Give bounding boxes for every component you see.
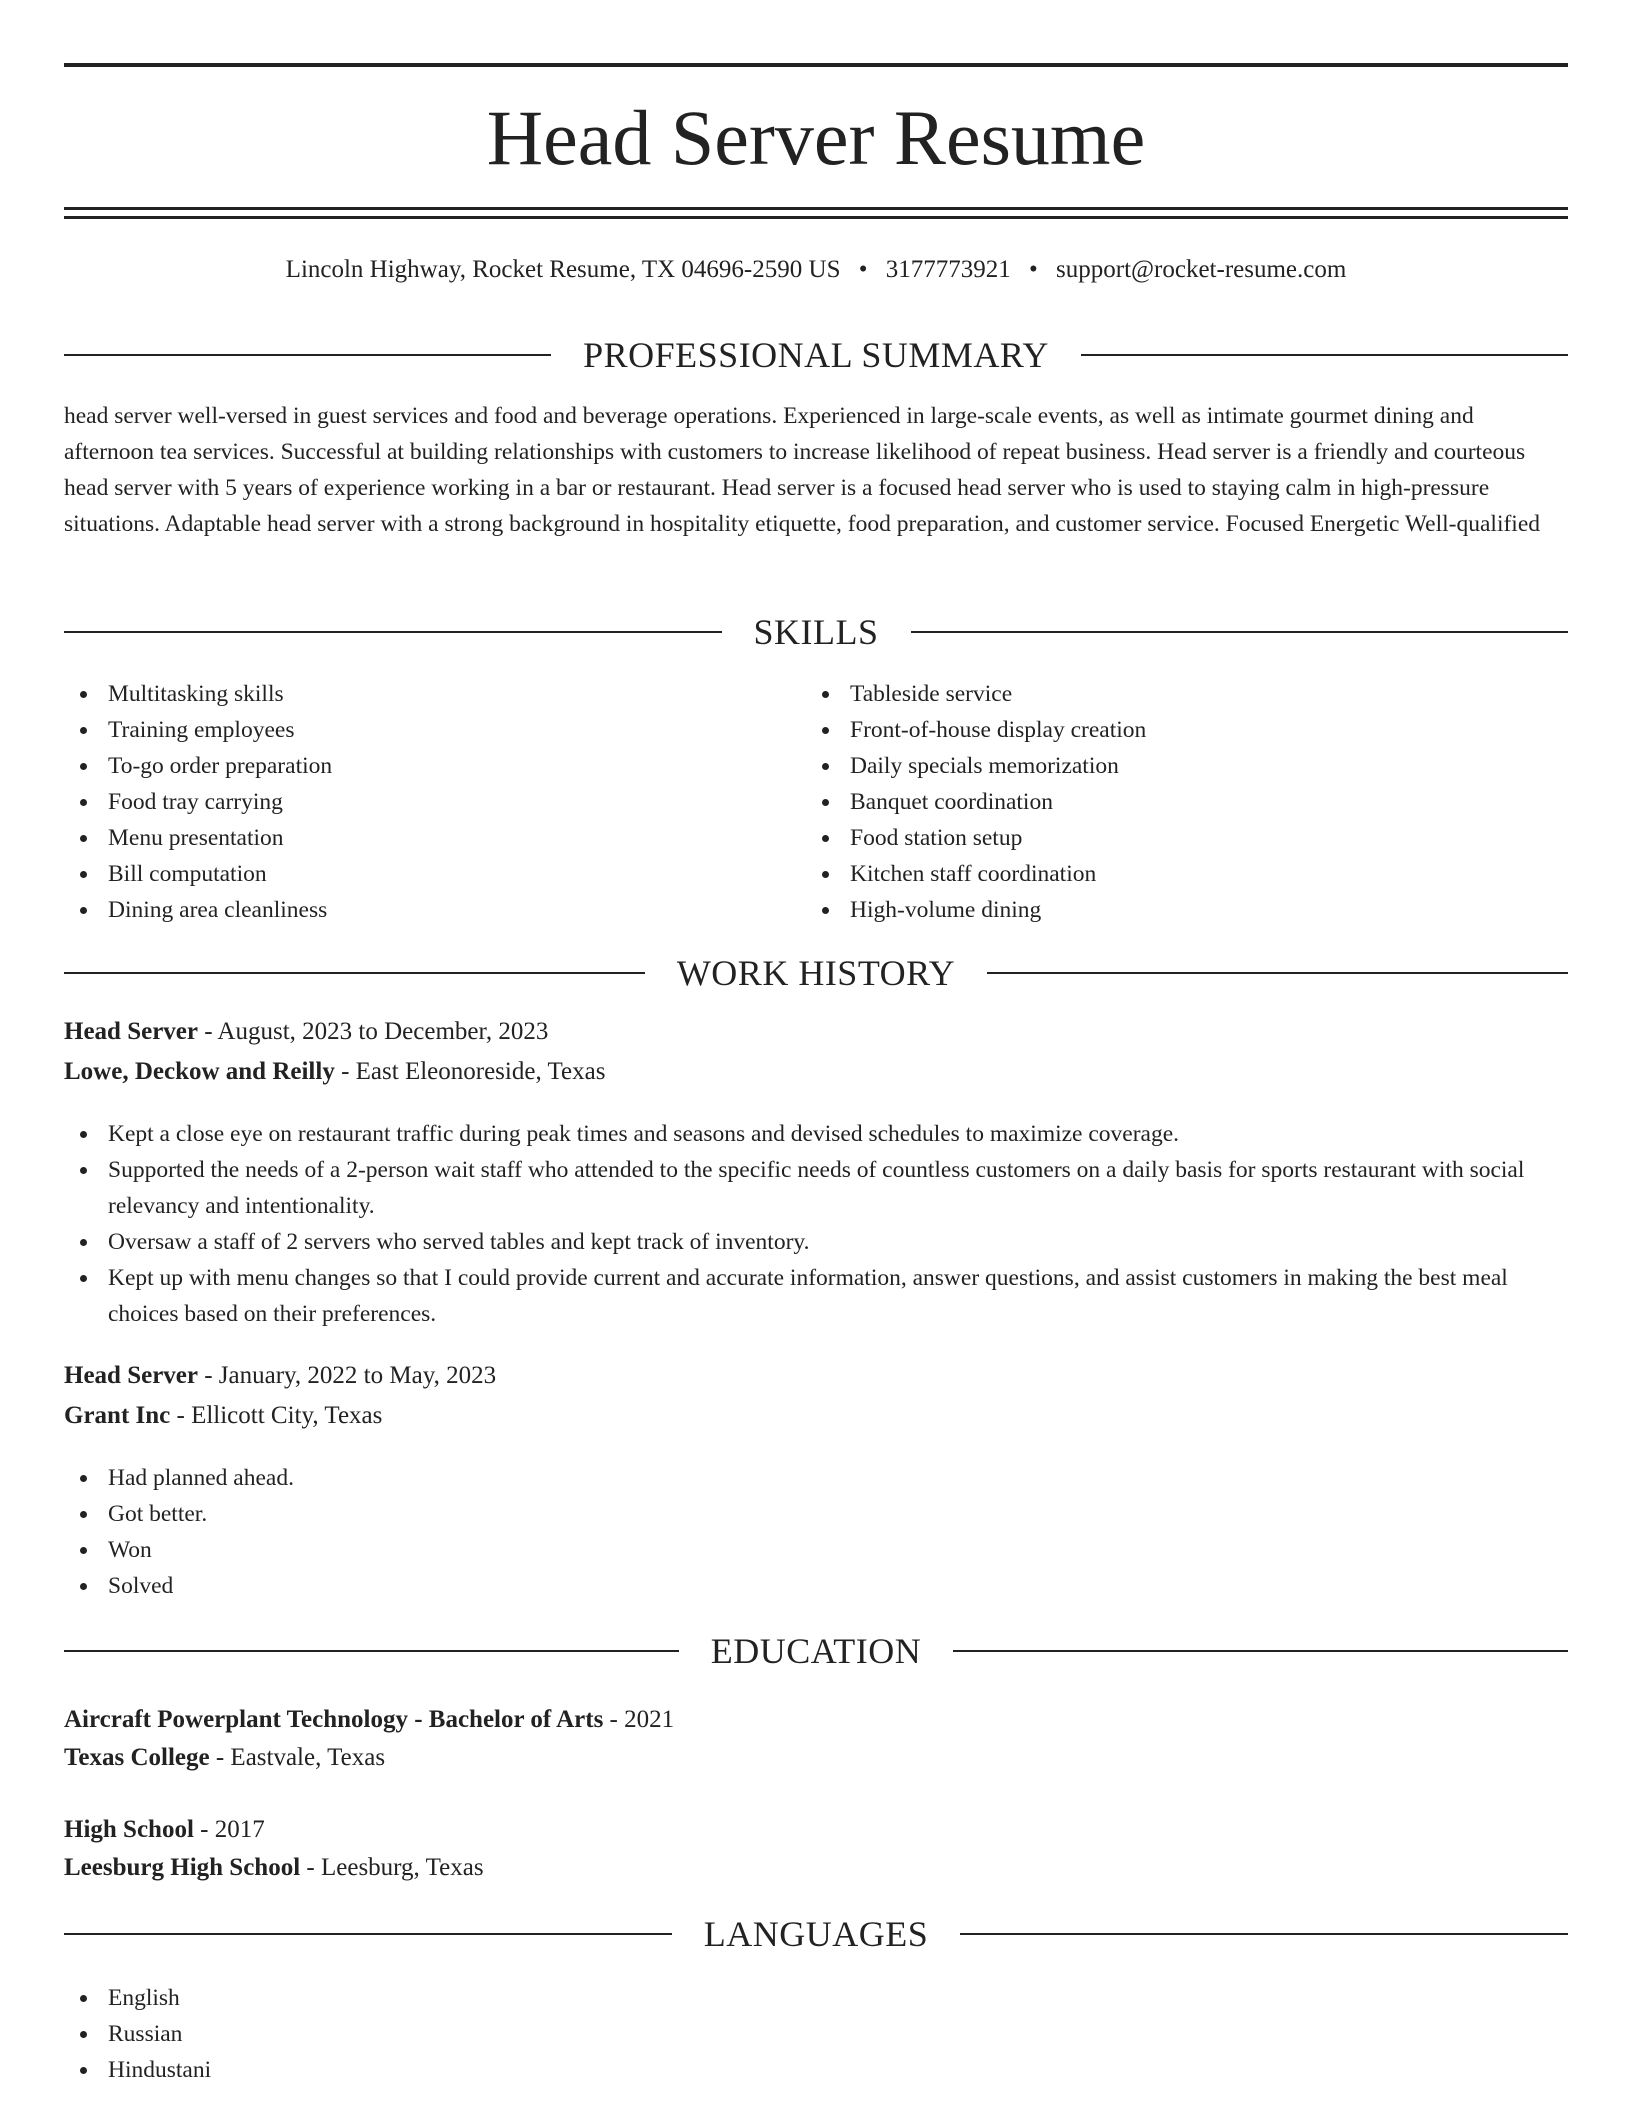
skill-item: Food station setup xyxy=(806,820,1566,856)
title-rule-lower xyxy=(64,216,1568,219)
heading-rule xyxy=(64,1933,672,1935)
education-school: Leesburg High School xyxy=(64,1854,301,1881)
heading-rule xyxy=(64,354,551,356)
skills-heading: SKILLS xyxy=(753,612,879,652)
job-company-line xyxy=(64,1052,1568,1092)
education-degree-line xyxy=(64,1811,1568,1849)
skill-item: Tableside service xyxy=(806,676,1566,712)
heading-rule xyxy=(987,972,1568,974)
heading-rule xyxy=(64,631,722,633)
job-dates: - January, 2022 to May, 2023 xyxy=(197,1362,497,1389)
languages-list xyxy=(64,1980,664,2088)
job-title-line xyxy=(64,1356,1568,1396)
top-rule xyxy=(64,63,1568,67)
skill-item: Kitchen staff coordination xyxy=(806,856,1566,892)
job-bullet: Solved xyxy=(64,1568,1568,1604)
job-title-line xyxy=(64,1012,1568,1052)
languages-heading: LANGUAGES xyxy=(703,1914,929,1954)
job-bullets xyxy=(64,1460,1568,1604)
skill-item: Menu presentation xyxy=(64,820,784,856)
skill-item: Food tray carrying xyxy=(64,784,784,820)
job-bullet: Kept a close eye on restaurant traffic during peak times and seasons and devised schedules to maximize coverage. xyxy=(64,1116,1568,1152)
skill-item: High-volume dining xyxy=(806,892,1566,928)
education-heading: EDUCATION xyxy=(710,1631,922,1671)
job-bullets xyxy=(64,1116,1568,1332)
work-heading: WORK HISTORY xyxy=(676,953,956,993)
heading-rule xyxy=(64,972,645,974)
skill-item: Bill computation xyxy=(64,856,784,892)
skills-list-right xyxy=(806,676,1566,928)
skill-item: Banquet coordination xyxy=(806,784,1566,820)
education-location: - Eastvale, Texas xyxy=(209,1744,386,1771)
page-title: Head Server Resume xyxy=(486,94,1146,181)
skill-item: Multitasking skills xyxy=(64,676,784,712)
education-school: Texas College xyxy=(64,1744,210,1771)
heading-rule xyxy=(64,1650,679,1652)
education-year: - 2017 xyxy=(193,1816,265,1843)
education-section-heading xyxy=(64,1626,1568,1676)
job-title: Head Server xyxy=(64,1018,198,1045)
skills-section-heading xyxy=(64,607,1568,657)
job-bullet: Supported the needs of a 2-person wait staff who attended to the specific needs of countless customers on a daily basis for sports restaurant with social relevancy and intentionality. xyxy=(64,1152,1568,1224)
contact-email: support@rocket-resume.com xyxy=(1056,256,1347,283)
contact-phone: 3177773921 xyxy=(885,256,1011,283)
summary-section-heading xyxy=(64,330,1568,380)
job-dates: - August, 2023 to December, 2023 xyxy=(197,1018,549,1045)
job-bullet: Had planned ahead. xyxy=(64,1460,1568,1496)
contact-separator: • xyxy=(1029,256,1038,283)
skill-item: Dining area cleanliness xyxy=(64,892,784,928)
languages-section-heading xyxy=(64,1909,1568,1959)
skill-item: To-go order preparation xyxy=(64,748,784,784)
job-location: - Ellicott City, Texas xyxy=(170,1402,383,1429)
job-company: Grant Inc xyxy=(64,1402,171,1429)
education-degree: High School xyxy=(64,1816,194,1843)
contact-separator: • xyxy=(858,256,868,283)
contact-address: Lincoln Highway, Rocket Resume, TX 04696-2590 US xyxy=(285,256,841,283)
summary-heading: PROFESSIONAL SUMMARY xyxy=(583,335,1049,375)
job-title: Head Server xyxy=(64,1362,198,1389)
job-bullet: Oversaw a staff of 2 servers who served tables and kept track of inventory. xyxy=(64,1224,1568,1260)
job-bullet: Kept up with menu changes so that I could provide current and accurate information, answer questions, and assist customers in making the best meal choices based on their preferences. xyxy=(64,1260,1568,1332)
education-degree: Aircraft Powerplant Technology - Bachelor of Arts xyxy=(64,1706,604,1733)
heading-rule xyxy=(911,631,1569,633)
job-location: - East Eleonoreside, Texas xyxy=(334,1058,606,1085)
education-school-line xyxy=(64,1849,1568,1887)
contact-line xyxy=(64,252,1568,288)
job-company-line xyxy=(64,1396,1568,1436)
skills-list-left xyxy=(64,676,784,928)
language-item: Hindustani xyxy=(64,2052,664,2088)
skill-item: Daily specials memorization xyxy=(806,748,1566,784)
job-company: Lowe, Deckow and Reilly xyxy=(64,1058,335,1085)
summary-text: head server well-versed in guest services and food and beverage operations. Experienced in large-scale events, as well as intimate gourmet dining and afternoon tea services. Successful at building relationships with customers to increase likelihood of repeat business. Head server is a friendly and courteous head server with 5 years of experience working in a bar or restaurant. Head server is a focused head server who is used to staying calm in high-pressure situations. Adaptable head server with a strong background in hospitality etiquette, food preparation, and customer service. Focused Energetic Well-qualified xyxy=(64,403,1541,537)
education-degree-line xyxy=(64,1701,1568,1739)
skill-item: Training employees xyxy=(64,712,784,748)
language-item: English xyxy=(64,1980,664,2016)
title-rule-upper xyxy=(64,207,1568,210)
heading-rule xyxy=(953,1650,1568,1652)
heading-rule xyxy=(960,1933,1568,1935)
skill-item: Front-of-house display creation xyxy=(806,712,1566,748)
heading-rule xyxy=(1081,354,1568,356)
education-year: - 2021 xyxy=(603,1706,675,1733)
education-school-line xyxy=(64,1739,1568,1777)
education-location: - Leesburg, Texas xyxy=(300,1854,484,1881)
language-item: Russian xyxy=(64,2016,664,2052)
work-section-heading xyxy=(64,948,1568,998)
job-bullet: Got better. xyxy=(64,1496,1568,1532)
job-bullet: Won xyxy=(64,1532,1568,1568)
